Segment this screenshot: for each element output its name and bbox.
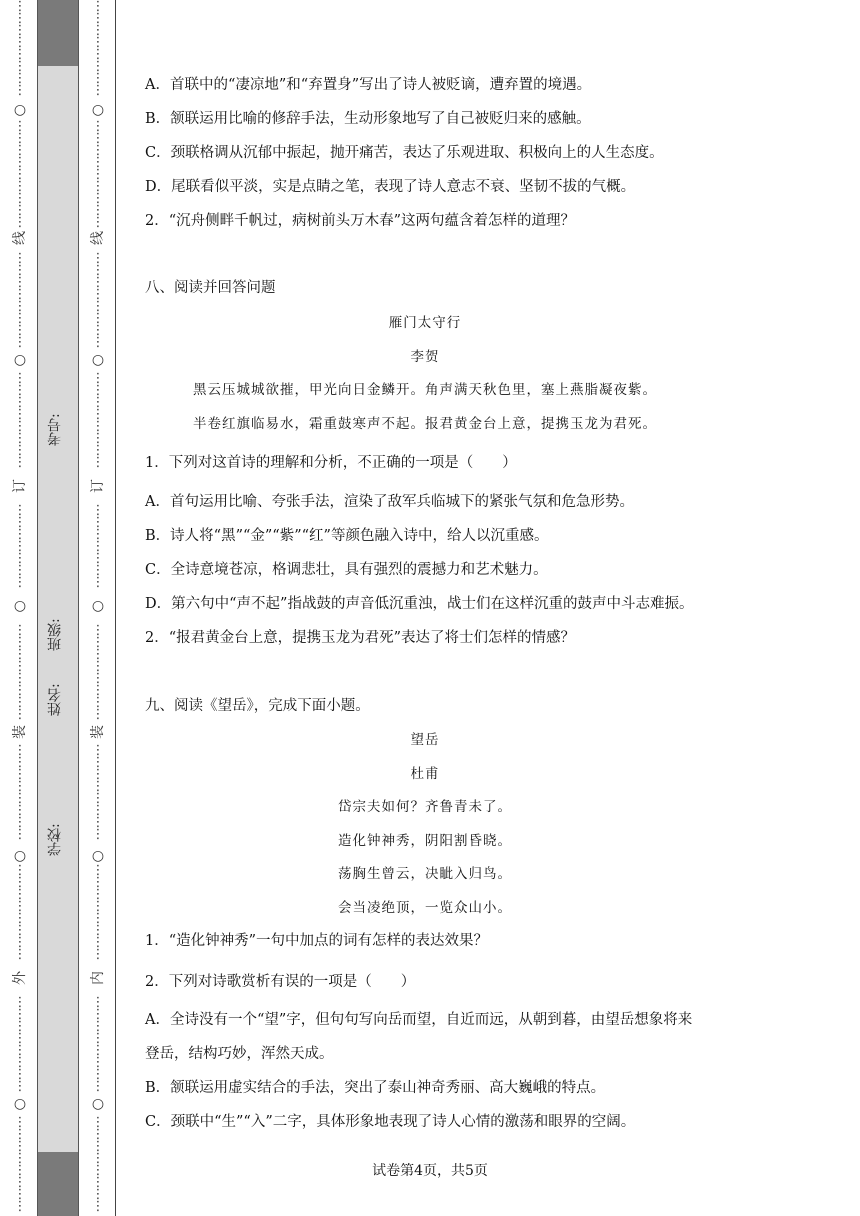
q8-question-2: 2．“报君黄金台上意，提携玉龙为君死”表达了将士们怎样的情感？ (145, 630, 576, 646)
dot-mark: ⋮ (13, 455, 27, 470)
dot-mark: ⋮ (91, 1127, 105, 1142)
dot-mark: ⋮ (13, 215, 27, 230)
dot-mark: ⋮ (91, 323, 105, 338)
dot-mark: ⋮ (91, 767, 105, 782)
dot-mark: ⋮ (91, 215, 105, 230)
dot-mark: ⋮ (13, 71, 27, 86)
dot-mark: ⋮ (13, 707, 27, 722)
dot-mark: ⋮ (91, 311, 105, 326)
dot-mark: ⋮ (13, 659, 27, 674)
dot-mark: ⋮ (13, 791, 27, 806)
dot-mark: ⋮ (13, 1031, 27, 1046)
poem-line: 造化钟神秀，阴阳割昏晓。 (338, 833, 512, 849)
dot-mark: ⋮ (91, 1019, 105, 1034)
binding-circle-icon: ○ (91, 1096, 105, 1112)
dot-mark: ⋮ (91, 1079, 105, 1094)
dot-mark: ⋮ (91, 1139, 105, 1154)
dot-mark: ⋮ (13, 131, 27, 146)
dot-mark: ⋮ (13, 287, 27, 302)
dot-mark: ⋮ (91, 659, 105, 674)
poem-line: 会当凌绝顶，一览众山小。 (338, 900, 512, 916)
dot-mark: ⋮ (91, 251, 105, 266)
dot-mark: ⋮ (13, 551, 27, 566)
dot-mark: ⋮ (91, 923, 105, 938)
dot-mark: ⋮ (91, 887, 105, 902)
poem-line: 黑云压城城欲摧，甲光向日金鳞开。角声满天秋色里，塞上燕脂凝夜紫。 (193, 382, 657, 398)
dot-mark: ⋮ (13, 335, 27, 350)
dot-mark: ⋮ (91, 539, 105, 554)
dot-mark: ⋮ (91, 635, 105, 650)
dot-mark: ⋮ (91, 191, 105, 206)
dot-mark: ⋮ (91, 755, 105, 770)
dot-mark: ⋮ (13, 1067, 27, 1082)
dot-mark: ⋮ (13, 671, 27, 686)
poem-author: 杜甫 (410, 766, 440, 782)
outer-label: 外 (12, 971, 28, 985)
dot-mark: ⋮ (91, 0, 105, 14)
dot-mark: ⋮ (91, 47, 105, 62)
dot-mark: ⋮ (13, 623, 27, 638)
q8-option-a: A．首句运用比喻、夸张手法，渲染了敌军兵临城下的紧张气氛和危急形势。 (145, 494, 634, 510)
dot-mark: ⋮ (91, 1163, 105, 1178)
binding-circle-icon: ○ (13, 1096, 27, 1112)
dot-mark: ⋮ (13, 191, 27, 206)
dot-mark: ⋮ (91, 23, 105, 38)
dot-mark: ⋮ (91, 575, 105, 590)
dot-mark: ⋮ (13, 515, 27, 530)
poem-line: 半卷红旗临易水，霜重鼓寒声不起。报君黄金台上意，提携玉龙为君死。 (193, 416, 657, 432)
q9-question-1: 1．“造化钟神秀”一句中加点的词有怎样的表达效果？ (145, 933, 489, 949)
dot-mark: ⋮ (91, 299, 105, 314)
poem-title: 望岳 (410, 732, 440, 748)
poem-title: 雁门太守行 (388, 315, 462, 331)
dot-mark: ⋮ (13, 923, 27, 938)
inner-label: 订 (90, 479, 106, 493)
dot-mark: ⋮ (91, 1055, 105, 1070)
dot-mark: ⋮ (91, 995, 105, 1010)
q9-option-c: C．颈联中“生”“入”二字，具体形象地表现了诗人心情的激荡和眼界的空阔。 (145, 1114, 636, 1130)
dot-mark: ⋮ (91, 695, 105, 710)
dot-mark: ⋮ (91, 275, 105, 290)
q9-question-2: 2．下列对诗歌赏析有误的一项是（ ） (145, 974, 416, 990)
dot-mark: ⋮ (13, 947, 27, 962)
dot-mark: ⋮ (91, 83, 105, 98)
dot-mark: ⋮ (91, 371, 105, 386)
poem-line: 岱宗夫如何？齐鲁青未了。 (338, 799, 512, 815)
dot-mark: ⋮ (13, 371, 27, 386)
dot-mark: ⋮ (13, 11, 27, 26)
dot-mark: ⋮ (13, 887, 27, 902)
dot-mark: ⋮ (91, 455, 105, 470)
dot-mark: ⋮ (13, 767, 27, 782)
q8-option-c: C．全诗意境苍凉，格调悲壮，具有强烈的震撼力和艺术魅力。 (145, 562, 548, 578)
dot-mark: ⋮ (91, 683, 105, 698)
dot-mark: ⋮ (13, 311, 27, 326)
dot-mark: ⋮ (91, 143, 105, 158)
dot-mark: ⋮ (91, 167, 105, 182)
dot-mark: ⋮ (13, 407, 27, 422)
dot-mark: ⋮ (13, 1007, 27, 1022)
dot-mark: ⋮ (91, 1151, 105, 1166)
dot-mark: ⋮ (13, 143, 27, 158)
dot-mark: ⋮ (91, 335, 105, 350)
dot-mark: ⋮ (91, 911, 105, 926)
dot-mark: ⋮ (91, 155, 105, 170)
dot-mark: ⋮ (91, 779, 105, 794)
dot-mark: ⋮ (91, 623, 105, 638)
outer-label: 装 (12, 725, 28, 739)
dot-mark: ⋮ (13, 527, 27, 542)
dot-mark: ⋮ (91, 827, 105, 842)
dot-mark: ⋮ (91, 263, 105, 278)
dot-mark: ⋮ (91, 515, 105, 530)
q8-option-d: D．第六句中“声不起”指战鼓的声音低沉重浊，战士们在这样沉重的鼓声中斗志难振。 (145, 596, 694, 612)
dot-mark: ⋮ (13, 803, 27, 818)
binding-margin (0, 0, 116, 1216)
dot-mark: ⋮ (13, 1139, 27, 1154)
dot-mark: ⋮ (91, 203, 105, 218)
dot-mark: ⋮ (91, 503, 105, 518)
dot-mark: ⋮ (91, 1067, 105, 1082)
dot-mark: ⋮ (91, 287, 105, 302)
binding-circle-icon: ○ (13, 102, 27, 118)
q8-option-b: B．诗人将“黑”“金”“紫”“红”等颜色融入诗中，给人以沉重感。 (145, 528, 549, 544)
dot-mark: ⋮ (91, 407, 105, 422)
dot-mark: ⋮ (91, 1115, 105, 1130)
dot-mark: ⋮ (91, 815, 105, 830)
dot-mark: ⋮ (13, 167, 27, 182)
binding-circle-icon: ○ (13, 352, 27, 368)
dot-mark: ⋮ (13, 299, 27, 314)
dot-mark: ⋮ (13, 899, 27, 914)
dot-mark: ⋮ (91, 431, 105, 446)
dot-mark: ⋮ (91, 803, 105, 818)
dot-mark: ⋮ (13, 155, 27, 170)
dot-mark: ⋮ (13, 323, 27, 338)
dot-mark: ⋮ (13, 1163, 27, 1178)
dot-mark: ⋮ (13, 1151, 27, 1166)
dot-mark: ⋮ (13, 1055, 27, 1070)
q9-option-a: A．全诗没有一个“望”字，但句句写向岳而望，自近而远，从朝到暮，由望岳想象将来 (145, 1012, 693, 1028)
dot-mark: ⋮ (13, 815, 27, 830)
binding-circle-icon: ○ (91, 848, 105, 864)
dot-mark: ⋮ (91, 947, 105, 962)
dot-mark: ⋮ (13, 23, 27, 38)
dot-mark: ⋮ (13, 0, 27, 14)
dot-mark: ⋮ (13, 935, 27, 950)
dot-mark: ⋮ (13, 1115, 27, 1130)
field-exam-number: 考号: (47, 413, 63, 447)
dot-mark: ⋮ (91, 119, 105, 134)
outer-label: 线 (12, 231, 28, 245)
dot-mark: ⋮ (91, 791, 105, 806)
dot-mark: ⋮ (13, 275, 27, 290)
dot-mark: ⋮ (91, 935, 105, 950)
dot-mark: ⋮ (13, 779, 27, 794)
dot-mark: ⋮ (91, 1199, 105, 1214)
dot-mark: ⋮ (91, 671, 105, 686)
poem-author: 李贺 (410, 349, 440, 365)
dot-mark: ⋮ (13, 695, 27, 710)
dot-mark: ⋮ (13, 263, 27, 278)
binding-circle-icon: ○ (91, 102, 105, 118)
binding-circle-icon: ○ (13, 598, 27, 614)
q7-question-2: 2．“沉舟侧畔千帆过，病树前头万木春”这两句蕴含着怎样的道理？ (145, 213, 576, 229)
dot-mark: ⋮ (13, 59, 27, 74)
dot-mark: ⋮ (91, 527, 105, 542)
outer-label: 订 (12, 479, 28, 493)
dot-mark: ⋮ (13, 1019, 27, 1034)
dot-mark: ⋮ (13, 875, 27, 890)
q7-option-d: D．尾联看似平淡，实是点睛之笔，表现了诗人意志不衰、坚韧不拔的气概。 (145, 179, 636, 195)
q9-option-b: B．颔联运用虚实结合的手法，突出了泰山神奇秀丽、高大巍峨的特点。 (145, 1080, 606, 1096)
dot-mark: ⋮ (91, 563, 105, 578)
inner-label: 装 (90, 725, 106, 739)
q7-option-a: A．首联中的“凄凉地”和“弃置身”写出了诗人被贬谪，遭弃置的境遇。 (145, 77, 592, 93)
dot-mark: ⋮ (13, 503, 27, 518)
dot-mark: ⋮ (91, 551, 105, 566)
binding-circle-icon: ○ (91, 598, 105, 614)
dot-mark: ⋮ (13, 995, 27, 1010)
dot-mark: ⋮ (13, 83, 27, 98)
dot-mark: ⋮ (13, 683, 27, 698)
dot-mark: ⋮ (91, 743, 105, 758)
dot-mark: ⋮ (13, 395, 27, 410)
dot-mark: ⋮ (13, 647, 27, 662)
dot-mark: ⋮ (91, 59, 105, 74)
dot-mark: ⋮ (91, 1031, 105, 1046)
section-8-heading: 八、阅读并回答问题 (145, 280, 276, 296)
margin-rule (115, 0, 116, 1216)
q7-option-c: C．颈联格调从沉郁中振起，抛开痛苦，表达了乐观进取、积极向上的人生态度。 (145, 145, 664, 161)
inner-label: 内 (90, 971, 106, 985)
dot-mark: ⋮ (13, 911, 27, 926)
dot-mark: ⋮ (13, 1199, 27, 1214)
dot-mark: ⋮ (91, 899, 105, 914)
dot-mark: ⋮ (13, 863, 27, 878)
dot-mark: ⋮ (13, 1079, 27, 1094)
dot-mark: ⋮ (13, 419, 27, 434)
dot-mark: ⋮ (13, 635, 27, 650)
dot-mark: ⋮ (13, 755, 27, 770)
dot-mark: ⋮ (13, 47, 27, 62)
poem-line: 荡胸生曾云，决眦入归鸟。 (338, 866, 512, 882)
dot-mark: ⋮ (13, 119, 27, 134)
dot-mark: ⋮ (91, 1187, 105, 1202)
dot-mark: ⋮ (91, 35, 105, 50)
binding-circle-icon: ○ (91, 352, 105, 368)
dot-mark: ⋮ (91, 1007, 105, 1022)
dot-mark: ⋮ (13, 743, 27, 758)
dot-mark: ⋮ (13, 35, 27, 50)
field-class: 班级: (47, 618, 63, 652)
field-school: 学校: (47, 823, 63, 857)
dot-mark: ⋮ (91, 1043, 105, 1058)
dot-mark: ⋮ (91, 875, 105, 890)
dot-mark: ⋮ (91, 1175, 105, 1190)
inner-label: 线 (90, 231, 106, 245)
dot-mark: ⋮ (13, 1187, 27, 1202)
dot-mark: ⋮ (91, 11, 105, 26)
dot-mark: ⋮ (91, 707, 105, 722)
dot-mark: ⋮ (13, 443, 27, 458)
field-name: 姓名: (47, 683, 63, 717)
dot-mark: ⋮ (13, 1175, 27, 1190)
page-footer: 试卷第4页，共5页 (372, 1163, 488, 1179)
dot-mark: ⋮ (13, 827, 27, 842)
dot-mark: ⋮ (13, 575, 27, 590)
dot-mark: ⋮ (13, 203, 27, 218)
dot-mark: ⋮ (91, 383, 105, 398)
dot-mark: ⋮ (13, 1043, 27, 1058)
binding-circle-icon: ○ (13, 848, 27, 864)
dot-mark: ⋮ (91, 863, 105, 878)
dot-mark: ⋮ (13, 251, 27, 266)
dot-mark: ⋮ (91, 71, 105, 86)
q8-question-1: 1．下列对这首诗的理解和分析，不正确的一项是（ ） (145, 455, 517, 471)
q9-option-a-cont: 登岳，结构巧妙，浑然天成。 (145, 1046, 334, 1062)
dot-mark: ⋮ (91, 179, 105, 194)
dot-mark: ⋮ (13, 431, 27, 446)
dot-mark: ⋮ (13, 563, 27, 578)
dot-mark: ⋮ (13, 1127, 27, 1142)
dot-mark: ⋮ (91, 131, 105, 146)
dot-mark: ⋮ (91, 419, 105, 434)
dot-mark: ⋮ (91, 443, 105, 458)
dot-mark: ⋮ (13, 383, 27, 398)
dot-mark: ⋮ (13, 539, 27, 554)
dot-mark: ⋮ (91, 395, 105, 410)
q7-option-b: B．颔联运用比喻的修辞手法，生动形象地写了自己被贬归来的感触。 (145, 111, 591, 127)
section-9-heading: 九、阅读《望岳》，完成下面小题。 (145, 698, 370, 714)
dot-mark: ⋮ (13, 179, 27, 194)
dot-mark: ⋮ (91, 647, 105, 662)
